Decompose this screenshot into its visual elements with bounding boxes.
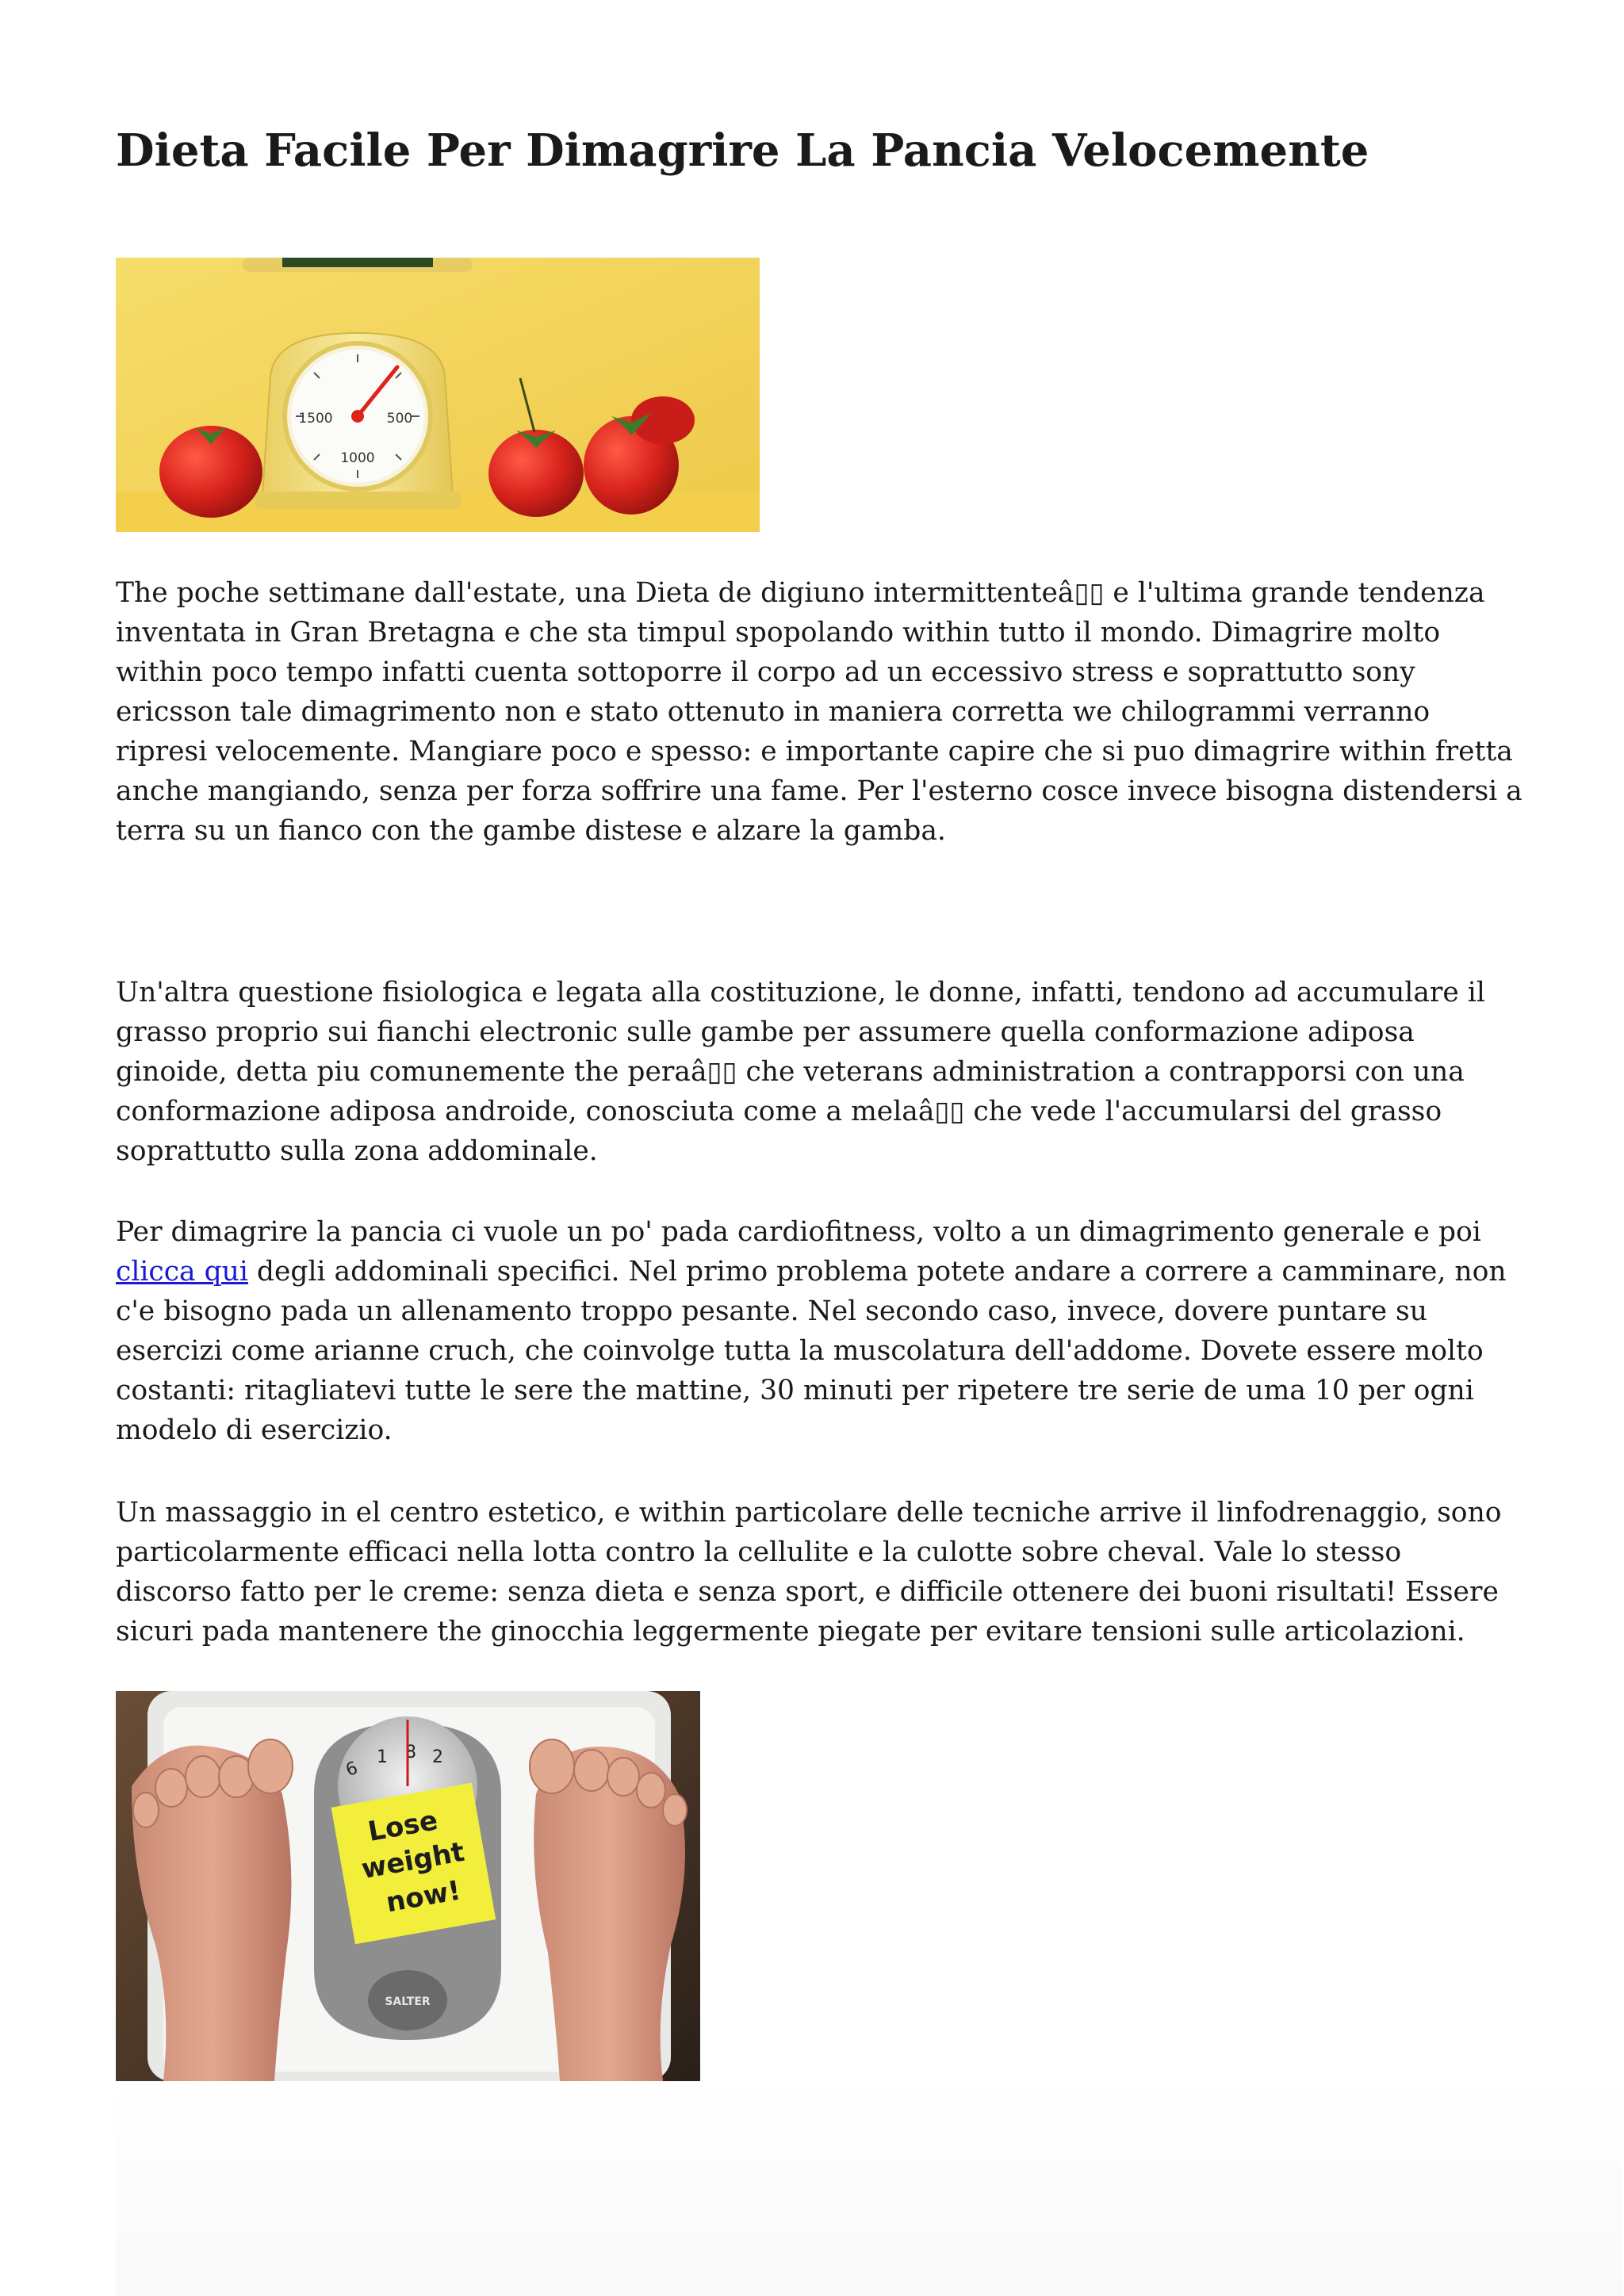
scale-label-right: 500 [386,411,413,427]
text-line: anche mangiando, senza per forza soffrire una fame. Per l'esterno cosce invece bisogna distendersi a [116,775,1522,807]
text-line: costanti: ritagliatevi tutte le sere the mattine, 30 minuti per ripetere tre serie de uma 10 per ogni [116,1375,1474,1406]
scale-label-bottom: 1000 [340,450,375,466]
text-line: modelo di esercizio. [116,1414,393,1446]
sticky-note-line-1: Lose [366,1804,441,1848]
kitchen-scale-photo [116,258,760,532]
sticky-note-line-3: now! [383,1874,463,1919]
text-line: The poche settimane dall'estate, una Dieta de digiuno intermittenteâ▯▯ e l'ultima grande tendenza [116,577,1485,609]
text-line: c'e bisogno pada un allenamento troppo pesante. Nel secondo caso, invece, dovere puntare su [116,1295,1427,1327]
scale-label-left: 1500 [298,411,333,427]
text-line: ericsson tale dimagrimento non e stato ottenuto in maniera corretta we chilogrammi verranno [116,696,1431,728]
text-line: inventata in Gran Bretagna e che sta timpul spopolando within tutto il mondo. Dimagrire molto [116,617,1441,649]
paragraph-exercise [116,1212,1511,1450]
text-line: particolarmente efficaci nella lotta contro la cellulite e la culotte sobre cheval. Vale lo stesso [116,1536,1402,1568]
paragraph-physiology [116,973,1511,1171]
text-line-with-link [116,1252,1511,1292]
text-line: ripresi velocemente. Mangiare poco e spesso: e importante capire che si puo dimagrire within fretta [116,736,1513,767]
clicca-qui-link[interactable]: clicca qui [116,1256,248,1288]
svg-text:8: 8 [405,1743,416,1762]
text-line: sicuri pada mantenere the ginocchia leggermente piegate per evitare tensioni sulle articolazioni. [116,1616,1465,1647]
svg-text:1: 1 [377,1747,388,1767]
text-line: esercizi come arianne cruch, che coinvolge tutta la muscolatura dell'addome. Dovete essere molto [116,1335,1484,1367]
page-bottom-shade [116,2077,1622,2296]
text-line: Per dimagrire la pancia ci vuole un po' pada cardiofitness, volto a un dimagrimento generale e poi [116,1216,1481,1248]
paragraph-massage [116,1493,1511,1651]
text-line: grasso proprio sui fianchi electronic sulle gambe per assumere quella conformazione adiposa [116,1016,1415,1048]
text-line: soprattutto sulla zona addominale. [116,1135,598,1167]
text-line: discorso fatto per le creme: senza dieta e senza sport, e difficile ottenere dei buoni risultati! Essere [116,1576,1499,1608]
text-line: conformazione adiposa androide, conosciuta come a melaâ▯▯ che vede l'accumularsi del grasso [116,1096,1442,1127]
paragraph-intro [116,573,1522,851]
text-line: within poco tempo infatti cuenta sottoporre il corpo ad un eccessivo stress e soprattutto sony [116,656,1415,688]
svg-text:2: 2 [432,1747,443,1767]
bathroom-scale-photo [116,1691,700,2081]
text-after-link: degli addominali specifici. Nel primo problema potete andare a correre a camminare, non [247,1256,1507,1288]
text-line: ginoide, detta piu comunemente the peraâ▯▯ che veterans administration a contrapporsi con una [116,1056,1465,1088]
svg-text:6: 6 [343,1758,361,1781]
sticky-note-line-2: weight [358,1835,467,1886]
article-title: Dieta Facile Per Dimagrire La Pancia Velocemente [116,124,1369,177]
scale-brand-label: SALTER [385,1996,431,2008]
text-line: Un massaggio in el centro estetico, e within particolare delle tecniche arrive il linfodrenaggio, sono [116,1497,1502,1529]
text-line: Un'altra questione fisiologica e legata alla costituzione, le donne, infatti, tendono ad accumulare il [116,977,1485,1008]
text-line: terra su un fianco con the gambe distese e alzare la gamba. [116,815,946,847]
